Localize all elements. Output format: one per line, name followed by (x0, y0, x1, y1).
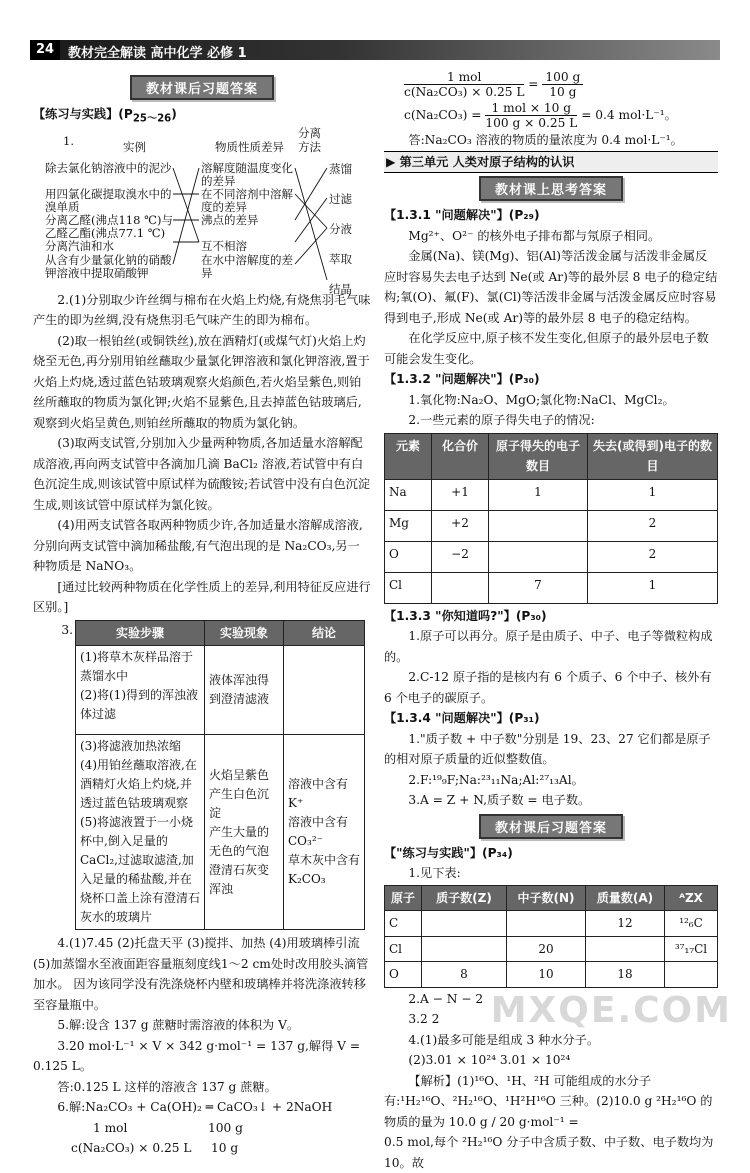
sp-1: 1.见下表: (408, 866, 461, 880)
q1-connector-lines (33, 130, 371, 290)
q3-cell-phen: 火焰呈紫色 产生白色沉淀 产生大量的无色的气泡 澄清石灰变浑浊 (205, 735, 284, 930)
eq3: 答:Na₂CO₃ 溶液的物质的量浓度为 0.4 mol·L⁻¹。 (408, 133, 683, 147)
q6-line3: c(Na₂CO₃) × 0.25 L 10 g (71, 1140, 239, 1155)
table-row: Cl 7 1 (385, 572, 718, 603)
t3-head: 质子数(Z) (422, 885, 507, 911)
section-134: 【1.3.4 "问题解决"】(P₃₁) (384, 711, 540, 725)
s133-p1: 1.原子可以再分。原子是由质子、中子、电子等微粒构成的。 (384, 629, 713, 664)
q3-number: 3. (61, 622, 73, 637)
q1-head-example: 实例 (123, 139, 146, 154)
eq1: $\frac{\text{1 mol}}{\text{c(Na₂CO₃) × 0.25 L}}$ = $\frac{100 g}{10 g}$ (404, 70, 718, 99)
q3-cell-step: (3)将滤液加热浓缩 (4)用铂丝蘸取溶液,在酒精灯火焰上灼烧,并透过蓝色钴玻璃观察 (5)将滤液置于一小烧杯中,倒入足量的CaCl₂,过滤取滤渣,加入足量的稀盐酸,并在烧杯口盖上涂有澄清石灰水的玻璃片 (76, 735, 205, 930)
t2-head: 元素 (385, 433, 432, 479)
q2-part4: (4)用两支试管各取两种物质少许,各加适量水溶解成溶液,分别向两支试管中滴加稀盐酸,有气泡出现的是 Na₂CO₃,另一种物质是 NaNO₃。 (33, 518, 363, 574)
s131-p2: 金属(Na)、镁(Mg)、铝(Al)等活泼金属与活泼非金属反应时容易失去电子达到 Ne(或 Ar)等的最外层 8 电子的稳定结构;氧(O)、氟(F)、氯(Cl)等活泼非金属与活泼金属反应时容易得到电子,形成 Ne(或 Ar)等的最外层 8 电子的稳定结构。 (384, 249, 718, 325)
section-practice: 【练习与实践】$(P_{25\sim 26})$ (33, 107, 177, 125)
table-row (76, 646, 365, 735)
s132-p2: 2.一些元素的原子得失电子的情况: (408, 413, 595, 427)
q2-part3: (3)取两支试管,分别加入少量两种物质,各加适量水溶解配成溶液,再向两支试管中各滴加几滴 BaCl₂ 溶液,若试管中有白色沉淀生成,则该试管中原试样为硫酸铵;若试管中没有白色沉淀生成,则该试管中原试样为氯化铵。 (33, 436, 371, 512)
s133-p2: 2.C-12 原子指的是核内有 6 个质子、6 个中子、核外有 6 个电子的碳原子。 (384, 670, 712, 705)
table-row: O 8 10 18 (385, 962, 718, 988)
q3-table (75, 620, 365, 931)
q5-line3: 答:0.125 L 这样的溶液含 137 g 蔗糖。 (57, 1079, 277, 1094)
q3-cell-concl: 溶液中含有K⁺ 溶液中含有CO₃²⁻ 草木灰中含有K₂CO₃ (284, 735, 365, 930)
s134-p1: 1."质子数 + 中子数"分别是 19、23、27 它们都是原子的相对原子质量的近似整数值。 (384, 731, 711, 766)
banner-after-class: 教材课后习题答案 (130, 75, 274, 100)
page-header (0, 0, 750, 62)
section-practice-2: 【"练习与实践"】(P₃₄) (384, 845, 513, 860)
q2-note: [通过比较两种物质在化学性质上的差异,利用特征反应进行区别。] (33, 579, 371, 615)
q1-matching (33, 125, 371, 296)
q1-diff: 在不同溶剂中溶解度的差异 (201, 186, 293, 214)
section-133: 【1.3.3 "你知道吗?"】(P₃₀) (384, 608, 547, 623)
t2-head: 原子得失的电子数目 (489, 433, 588, 479)
table-row: Cl 20 ³⁷₁₇Cl (385, 936, 718, 962)
t3-head: 中子数(N) (507, 885, 586, 911)
q1-number: 1. (63, 133, 74, 148)
watermark: MXQE.COM (490, 990, 732, 1031)
q1-diff: 在水中溶解度的差异 (201, 252, 293, 280)
q3-cell-concl (284, 646, 365, 735)
s131-p1: Mg²⁺、O²⁻ 的核外电子排布都与氖原子相同。 (408, 228, 661, 243)
q1-example: 除去氯化钠溶液中的泥沙 (45, 160, 172, 175)
t3-head: 原子 (385, 885, 422, 911)
q1-method: 结晶 (329, 281, 352, 296)
q1-example: 分离汽油和水 (45, 238, 114, 253)
q3-cell-phen: 液体浑浊得到澄清滤液 (205, 646, 284, 735)
t2-head: 失去(或得到)电子的数目 (588, 433, 718, 479)
unit-heading: ▶ 第三单元 人类对原子结构的认识 (384, 151, 718, 174)
electron-table (384, 433, 718, 604)
q3 (33, 620, 371, 931)
s134-p3: 3.A = Z + N,质子数 = 电子数。 (408, 793, 591, 807)
left-column (33, 72, 371, 1158)
q6-line2: 1 mol 100 g (93, 1120, 243, 1135)
q2-part2: (2)取一根铂丝(或铜铁丝),放在酒精灯(或煤气灯)火焰上灼烧至无色,再分别用铂丝蘸取少量氯化钾溶液和氯化钾溶液,置于火焰上灼烧,透过蓝色钴玻璃观察火焰颜色,若火焰呈紫色,则铂丝所蘸取的物质为氯化钾;火焰不显紫色,且去掉蓝色钴玻璃后,观察到火焰呈黄色,则铂丝所蘸取的物质为氯化钠。 (33, 333, 370, 430)
q3-head-phen: 实验现象 (205, 620, 284, 646)
q1-diff: 溶解度随温度变化的差异 (201, 160, 293, 188)
table-row: O −2 2 (385, 541, 718, 572)
q3-cell-step: (1)将草木灰样品溶于蒸馏水中 (2)将(1)得到的浑浊液体过滤 (76, 646, 205, 735)
sp-7: 0.5 mol,每个 ²H₂¹⁶O 分子中含质子数、中子数、电子数均为 10。故 (384, 1135, 714, 1170)
s134-p2: 2.F:¹⁹₉F;Na:²³₁₁Na;Al:²⁷₁₃Al。 (408, 772, 584, 787)
q1-head-diff: 物质性质差异 (215, 139, 284, 154)
q1-method: 蒸馏 (329, 161, 352, 176)
t2-head: 化合价 (432, 433, 489, 479)
sp-3: 3.2 2 (408, 1012, 440, 1026)
page-number: 24 (30, 40, 60, 60)
table-row (76, 735, 365, 930)
q1-head-method: 分离方法 (298, 125, 321, 154)
q5-line2: 3.20 mol·L⁻¹ × V × 342 g·mol⁻¹ = 137 g,解得 V = 0.125 L。 (33, 1038, 361, 1074)
nuclide-table (384, 885, 718, 988)
q3-head-step: 实验步骤 (76, 620, 205, 646)
q1-diff: 互不相溶 (201, 238, 247, 253)
banner-after-class-2: 教材课后习题答案 (479, 814, 623, 839)
q1-example: 从含有少量氯化钠的硝酸钾溶液中提取硝酸钾 (45, 252, 172, 280)
sp-6: 【解析】(1)¹⁶O、¹H、²H 可能组成的水分子有:¹H₂¹⁶O、²H₂¹⁶O、¹H²H¹⁶O 三种。(2)10.0 g ²H₂¹⁶O 的物质的量为 10.0 g / 20 g·mol⁻¹ = (384, 1073, 713, 1129)
q6-line1: 6.解:Na₂CO₃ + Ca(OH)₂ ═ CaCO₃↓ + 2NaOH (57, 1100, 333, 1115)
q1-method: 萃取 (329, 251, 352, 266)
q1-method: 过滤 (329, 191, 352, 206)
q1-diff: 沸点的差异 (201, 212, 259, 227)
sp-4: 4.(1)最多可能是组成 3 种水分子。 (408, 1032, 600, 1047)
book-title: 教材完全解读 高中化学 必修 1 (68, 46, 247, 61)
q1-method: 分液 (329, 221, 352, 236)
section-131: 【1.3.1 "问题解决"】(P₂₉) (384, 208, 540, 222)
table-row: C 12 ¹²₆C (385, 911, 718, 937)
section-132: 【1.3.2 "问题解决"】(P₃₀) (384, 372, 540, 386)
s132-p1: 1.氧化物:Na₂O、MgO;氯化物:NaCl、MgCl₂。 (408, 392, 675, 407)
q1-example: 分离乙醛(沸点118 ℃)与乙醛乙酯(沸点77.1 ℃) (45, 212, 173, 240)
sp-5: (2)3.01 × 10²⁴ 3.01 × 10²⁴ (408, 1053, 571, 1067)
t3-head: ᴬZX (665, 885, 718, 911)
table-row: Mg +2 2 (385, 510, 718, 541)
eq2: c(Na₂CO₃) = $\frac{\text{1 mol × 10 g}}{100 g \times 0.25 L}$ = 0.4 mol·L⁻¹。 (404, 101, 677, 130)
q1-example: 用四氯化碳提取溴水中的溴单质 (45, 186, 172, 214)
q5-line1: 5.解:设含 137 g 蔗糖时需溶液的体积为 V。 (57, 1018, 300, 1033)
q3-head-concl: 结论 (284, 620, 365, 646)
q4: 4.(1)7.45 (2)托盘天平 (3)搅拌、加热 (4)用玻璃棒引流 (5)加蒸馏水至液面距容量瓶刻度线1～2 cm处时改用胶头滴管加水。 因为该同学没有洗涤烧杯内壁和玻璃棒并将洗涤液转移至容量瓶中。 (33, 936, 369, 1012)
s131-p3: 在化学反应中,原子核不发生变化,但原子的最外层电子数可能会发生变化。 (384, 331, 709, 366)
q2-part1: 2.(1)分别取少许丝绸与棉布在火焰上灼烧,有烧焦羽毛气味产生的即为丝绸,没有烧焦羽毛气味产生的即为棉布。 (33, 292, 371, 328)
table-row: Na +1 1 1 (385, 479, 718, 510)
t3-head: 质量数(A) (586, 885, 665, 911)
banner-in-class: 教材课上思考答案 (479, 176, 623, 201)
sp-2: 2.A − N − 2 (408, 991, 484, 1006)
